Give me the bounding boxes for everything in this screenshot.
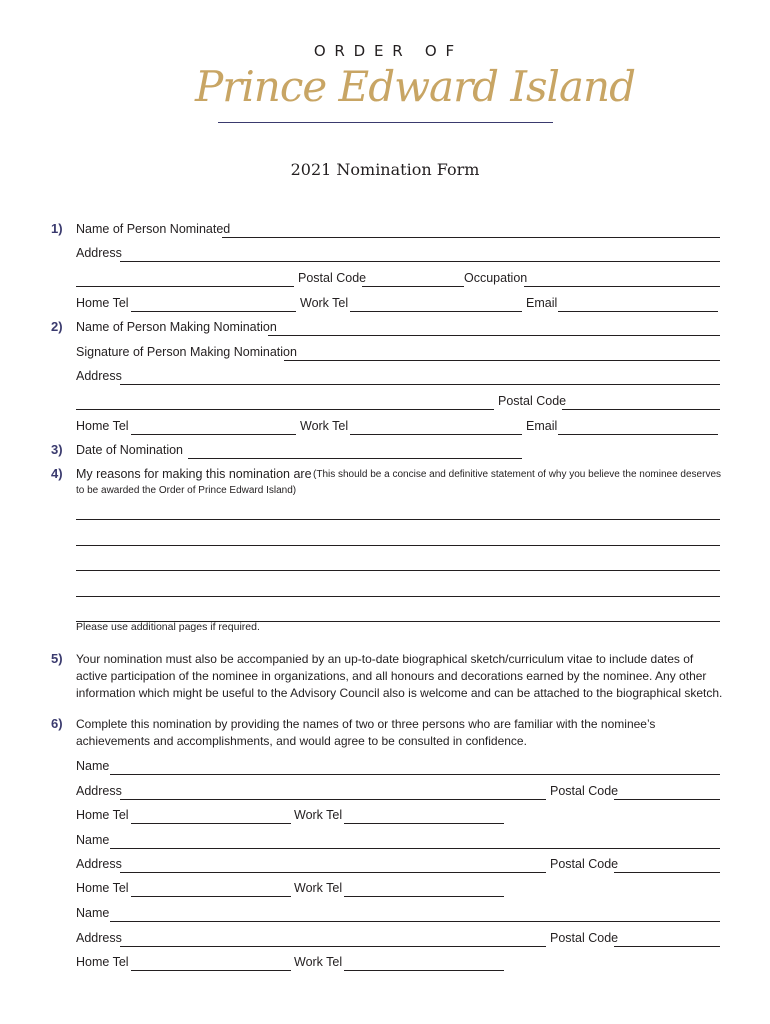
nominator-name-field[interactable] <box>268 319 720 336</box>
nominee-home-tel-label: Home Tel <box>76 296 129 310</box>
nominator-address-label: Address <box>76 369 122 383</box>
nominee-home-tel-field[interactable] <box>131 295 296 312</box>
nominee-work-tel-label: Work Tel <box>300 296 349 310</box>
ref1-postal-label: Postal Code <box>550 784 619 798</box>
ref2-address-label: Address <box>76 857 122 871</box>
ref3-postal-field[interactable] <box>614 930 720 947</box>
nominator-home-tel-field[interactable] <box>131 418 296 435</box>
ref2-name-label: Name <box>76 833 110 847</box>
nominee-occupation-label: Occupation <box>464 271 528 285</box>
ref1-home-tel-field[interactable] <box>131 807 291 824</box>
nominator-email-field[interactable] <box>558 418 718 435</box>
reasons-hint-line2: to be awarded the Order of Prince Edward Island) <box>76 485 297 496</box>
section-number-2: 2) <box>51 319 63 334</box>
nominee-address-field[interactable] <box>120 245 720 262</box>
nominee-name-field[interactable] <box>222 221 720 238</box>
nominee-postal-field[interactable] <box>362 270 464 287</box>
reasons-label: My reasons for making this nomination are <box>76 467 312 481</box>
nominator-work-tel-label: Work Tel <box>300 419 349 433</box>
additional-pages-note: Please use additional pages if required. <box>76 621 260 633</box>
section-number-3: 3) <box>51 442 63 457</box>
logo-underline <box>218 122 553 123</box>
ref3-postal-label: Postal Code <box>550 931 619 945</box>
nominator-home-tel-label: Home Tel <box>76 419 129 433</box>
ref2-home-tel-label: Home Tel <box>76 881 129 895</box>
ref1-address-label: Address <box>76 784 122 798</box>
reasons-hint-line1: (This should be a concise and definitive statement of why you believe the nominee deserves <box>313 469 722 480</box>
ref1-postal-field[interactable] <box>614 783 720 800</box>
ref3-name-field[interactable] <box>110 905 720 922</box>
ref1-home-tel-label: Home Tel <box>76 808 129 822</box>
nomination-date-field[interactable] <box>188 442 522 459</box>
nominator-email-label: Email <box>526 419 558 433</box>
nominator-postal-label: Postal Code <box>498 394 567 408</box>
order-of-heading: O R D E R O F <box>313 42 457 60</box>
nominee-email-label: Email <box>526 296 558 310</box>
section-number-6: 6) <box>51 716 63 731</box>
reasons-line-4[interactable] <box>76 580 720 597</box>
ref3-address-field[interactable] <box>120 930 546 947</box>
reasons-line-2[interactable] <box>76 529 720 546</box>
nominee-address-line2-field[interactable] <box>76 270 294 287</box>
references-paragraph <box>76 716 736 750</box>
nominee-occupation-field[interactable] <box>524 270 720 287</box>
ref2-work-tel-field[interactable] <box>344 880 504 897</box>
nominator-name-label: Name of Person Making Nomination <box>76 320 277 334</box>
section5-line2: active participation of the nominee in organizations, and all honours and decorations earned by the nominee. Any other <box>76 669 707 683</box>
ref2-name-field[interactable] <box>110 832 720 849</box>
ref1-name-label: Name <box>76 759 110 773</box>
nominator-work-tel-field[interactable] <box>350 418 522 435</box>
biographical-sketch-paragraph <box>76 651 736 702</box>
ref1-work-tel-field[interactable] <box>344 807 504 824</box>
ref3-address-label: Address <box>76 931 122 945</box>
logo-script-title: Prince Edward Island <box>195 62 635 111</box>
nominator-signature-label: Signature of Person Making Nomination <box>76 345 297 359</box>
reasons-line-3[interactable] <box>76 554 720 571</box>
ref3-home-tel-field[interactable] <box>131 954 291 971</box>
ref1-address-field[interactable] <box>120 783 546 800</box>
section5-line3: information which might be useful to the Advisory Council also is welcome and can be attached to the biographical sketch. <box>76 686 723 700</box>
nominee-postal-label: Postal Code <box>298 271 367 285</box>
ref3-name-label: Name <box>76 906 110 920</box>
section-number-4: 4) <box>51 466 63 481</box>
ref3-work-tel-field[interactable] <box>344 954 504 971</box>
section6-line1: Complete this nomination by providing the names of two or three persons who are familiar with the nominee’s <box>76 717 656 731</box>
nominee-work-tel-field[interactable] <box>350 295 522 312</box>
ref2-home-tel-field[interactable] <box>131 880 291 897</box>
ref2-postal-field[interactable] <box>614 856 720 873</box>
section6-line2: achievements and accomplishments, and would agree to be consulted in confidence. <box>76 734 527 748</box>
ref1-name-field[interactable] <box>110 758 720 775</box>
nomination-date-label: Date of Nomination <box>76 443 184 457</box>
ref2-postal-label: Postal Code <box>550 857 619 871</box>
ref3-work-tel-label: Work Tel <box>294 955 343 969</box>
nominee-address-label: Address <box>76 246 122 260</box>
ref3-home-tel-label: Home Tel <box>76 955 129 969</box>
section5-line1: Your nomination must also be accompanied by an up-to-date biographical sketch/curriculum vitae to include dates of <box>76 652 694 666</box>
reasons-line-1[interactable] <box>76 503 720 520</box>
nominator-postal-field[interactable] <box>562 393 720 410</box>
nominee-name-label: Name of Person Nominated <box>76 222 231 236</box>
ref2-work-tel-label: Work Tel <box>294 881 343 895</box>
section-number-5: 5) <box>51 651 63 666</box>
ref1-work-tel-label: Work Tel <box>294 808 343 822</box>
ref2-address-field[interactable] <box>120 856 546 873</box>
nominator-signature-field[interactable] <box>284 344 720 361</box>
nominee-email-field[interactable] <box>558 295 718 312</box>
nominator-address-line2-field[interactable] <box>76 393 494 410</box>
nominator-address-field[interactable] <box>120 368 720 385</box>
section-number-1: 1) <box>51 221 63 236</box>
form-title: 2021 Nomination Form <box>290 160 480 179</box>
